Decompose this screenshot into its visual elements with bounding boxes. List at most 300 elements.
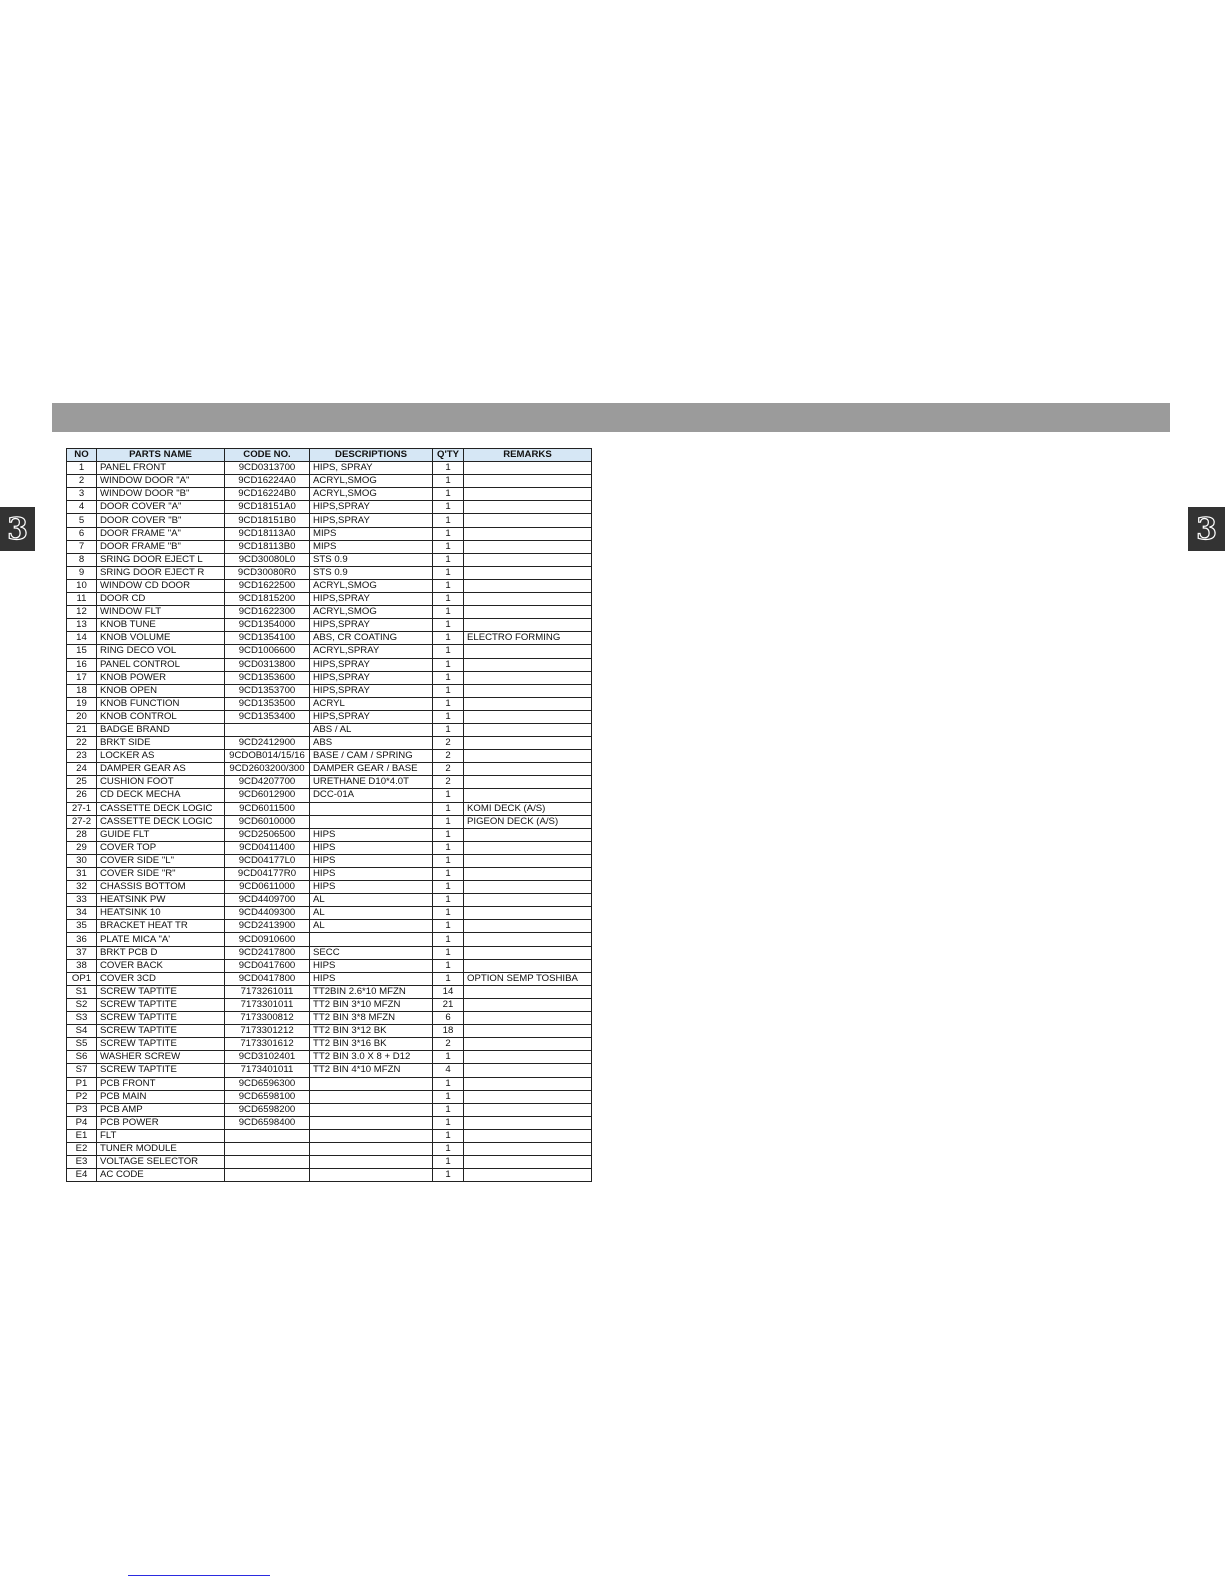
- cell-code-no: 9CD1353500: [225, 697, 310, 710]
- cell-qty: 1: [433, 815, 464, 828]
- cell-qty: 1: [433, 671, 464, 684]
- cell-no: 8: [67, 553, 97, 566]
- cell-code-no: 9CD04177L0: [225, 854, 310, 867]
- cell-parts-name: BRKT PCB D: [97, 946, 225, 959]
- cell-parts-name: CUSHION FOOT: [97, 776, 225, 789]
- cell-description: [310, 933, 433, 946]
- table-row: [67, 998, 592, 1011]
- table-row: [67, 1116, 592, 1129]
- cell-no: 25: [67, 776, 97, 789]
- cell-remarks: [464, 1025, 592, 1038]
- cell-code-no: 9CD4409700: [225, 894, 310, 907]
- cell-description: [310, 802, 433, 815]
- cell-remarks: [464, 501, 592, 514]
- cell-qty: 1: [433, 475, 464, 488]
- cell-code-no: 9CD1622500: [225, 579, 310, 592]
- cell-description: TT2 BIN 4*10 MFZN: [310, 1064, 433, 1077]
- cell-code-no: [225, 1169, 310, 1182]
- cell-code-no: 9CD0313800: [225, 658, 310, 671]
- cell-no: P4: [67, 1116, 97, 1129]
- cell-code-no: 9CD30080R0: [225, 566, 310, 579]
- cell-remarks: [464, 763, 592, 776]
- section-header-bar: [52, 403, 1170, 432]
- cell-code-no: 9CD2417800: [225, 946, 310, 959]
- cell-qty: 1: [433, 894, 464, 907]
- cell-parts-name: FLT: [97, 1129, 225, 1142]
- cell-parts-name: KNOB TUNE: [97, 619, 225, 632]
- cell-remarks: [464, 645, 592, 658]
- footer-link-underline[interactable]: [128, 1575, 270, 1576]
- table-row: [67, 972, 592, 985]
- cell-qty: 1: [433, 868, 464, 881]
- table-row: [67, 1025, 592, 1038]
- cell-no: 6: [67, 527, 97, 540]
- table-row: [67, 671, 592, 684]
- cell-no: 3: [67, 488, 97, 501]
- cell-code-no: 9CD1006600: [225, 645, 310, 658]
- table-row: [67, 514, 592, 527]
- cell-parts-name: HEATSINK PW: [97, 894, 225, 907]
- cell-remarks: [464, 1142, 592, 1155]
- cell-no: 36: [67, 933, 97, 946]
- table-row: [67, 579, 592, 592]
- table-row: [67, 632, 592, 645]
- cell-remarks: [464, 776, 592, 789]
- cell-code-no: 9CD6598400: [225, 1116, 310, 1129]
- cell-parts-name: KNOB POWER: [97, 671, 225, 684]
- cell-code-no: 9CD1622300: [225, 606, 310, 619]
- cell-code-no: 9CD6598200: [225, 1103, 310, 1116]
- cell-qty: 1: [433, 1156, 464, 1169]
- cell-description: HIPS,SPRAY: [310, 658, 433, 671]
- table-row: [67, 553, 592, 566]
- cell-remarks: [464, 723, 592, 736]
- cell-qty: 1: [433, 1129, 464, 1142]
- cell-qty: 1: [433, 697, 464, 710]
- cell-no: S7: [67, 1064, 97, 1077]
- cell-qty: 2: [433, 750, 464, 763]
- cell-parts-name: DOOR COVER "A": [97, 501, 225, 514]
- cell-code-no: 9CD2506500: [225, 828, 310, 841]
- cell-qty: 1: [433, 527, 464, 540]
- cell-code-no: 9CD0910600: [225, 933, 310, 946]
- cell-description: [310, 1169, 433, 1182]
- cell-remarks: [464, 998, 592, 1011]
- cell-remarks: [464, 1156, 592, 1169]
- cell-qty: 1: [433, 553, 464, 566]
- cell-description: AL: [310, 920, 433, 933]
- table-row: [67, 619, 592, 632]
- cell-remarks: [464, 854, 592, 867]
- cell-code-no: 9CD30080L0: [225, 553, 310, 566]
- cell-parts-name: COVER TOP: [97, 841, 225, 854]
- table-row: [67, 1051, 592, 1064]
- cell-qty: 1: [433, 972, 464, 985]
- cell-remarks: [464, 946, 592, 959]
- cell-code-no: 9CD18113A0: [225, 527, 310, 540]
- cell-qty: 1: [433, 579, 464, 592]
- cell-no: E1: [67, 1129, 97, 1142]
- cell-remarks: [464, 566, 592, 579]
- cell-remarks: [464, 593, 592, 606]
- cell-description: HIPS,SPRAY: [310, 684, 433, 697]
- cell-parts-name: VOLTAGE SELECTOR: [97, 1156, 225, 1169]
- cell-no: 13: [67, 619, 97, 632]
- table-row: [67, 475, 592, 488]
- cell-no: S4: [67, 1025, 97, 1038]
- cell-qty: 1: [433, 841, 464, 854]
- cell-remarks: [464, 737, 592, 750]
- cell-no: 38: [67, 959, 97, 972]
- table-row: [67, 920, 592, 933]
- cell-remarks: [464, 553, 592, 566]
- cell-code-no: 9CD3102401: [225, 1051, 310, 1064]
- cell-no: 27-1: [67, 802, 97, 815]
- header-no: NO: [67, 449, 97, 462]
- cell-description: HIPS,SPRAY: [310, 593, 433, 606]
- cell-description: DAMPER GEAR / BASE: [310, 763, 433, 776]
- table-row: [67, 881, 592, 894]
- cell-code-no: 9CD6012900: [225, 789, 310, 802]
- cell-parts-name: DOOR FRAME "B": [97, 540, 225, 553]
- cell-description: [310, 1103, 433, 1116]
- cell-no: 22: [67, 737, 97, 750]
- cell-qty: 2: [433, 763, 464, 776]
- cell-code-no: 9CD18151A0: [225, 501, 310, 514]
- cell-qty: 1: [433, 619, 464, 632]
- table-row: [67, 815, 592, 828]
- cell-parts-name: TUNER MODULE: [97, 1142, 225, 1155]
- cell-description: ABS, CR COATING: [310, 632, 433, 645]
- cell-qty: 4: [433, 1064, 464, 1077]
- table-row: [67, 907, 592, 920]
- cell-no: 30: [67, 854, 97, 867]
- cell-code-no: 9CD16224A0: [225, 475, 310, 488]
- cell-parts-name: WINDOW DOOR "A": [97, 475, 225, 488]
- cell-remarks: [464, 1090, 592, 1103]
- cell-remarks: [464, 606, 592, 619]
- cell-qty: 21: [433, 998, 464, 1011]
- cell-parts-name: SRING DOOR EJECT R: [97, 566, 225, 579]
- cell-code-no: 9CD0417800: [225, 972, 310, 985]
- cell-code-no: 7173301612: [225, 1038, 310, 1051]
- cell-parts-name: DOOR CD: [97, 593, 225, 606]
- cell-code-no: 9CD4409300: [225, 907, 310, 920]
- cell-description: [310, 1077, 433, 1090]
- cell-no: 35: [67, 920, 97, 933]
- cell-qty: 1: [433, 566, 464, 579]
- cell-parts-name: COVER BACK: [97, 959, 225, 972]
- cell-remarks: [464, 1169, 592, 1182]
- cell-parts-name: PCB AMP: [97, 1103, 225, 1116]
- cell-code-no: 9CD6598100: [225, 1090, 310, 1103]
- cell-description: TT2 BIN 3*10 MFZN: [310, 998, 433, 1011]
- cell-parts-name: SRING DOOR EJECT L: [97, 553, 225, 566]
- table-row: [67, 501, 592, 514]
- cell-remarks: [464, 1116, 592, 1129]
- cell-no: P1: [67, 1077, 97, 1090]
- cell-no: 21: [67, 723, 97, 736]
- table-row: [67, 540, 592, 553]
- cell-code-no: [225, 1142, 310, 1155]
- cell-code-no: [225, 1156, 310, 1169]
- cell-no: 7: [67, 540, 97, 553]
- cell-qty: 1: [433, 606, 464, 619]
- cell-no: 5: [67, 514, 97, 527]
- cell-description: HIPS,SPRAY: [310, 514, 433, 527]
- cell-description: [310, 1090, 433, 1103]
- cell-parts-name: KNOB OPEN: [97, 684, 225, 697]
- cell-qty: 1: [433, 920, 464, 933]
- cell-parts-name: GUIDE FLT: [97, 828, 225, 841]
- cell-remarks: [464, 527, 592, 540]
- cell-qty: 6: [433, 1012, 464, 1025]
- cell-no: 28: [67, 828, 97, 841]
- cell-remarks: [464, 462, 592, 475]
- header-parts-name: PARTS NAME: [97, 449, 225, 462]
- table-row: [67, 1129, 592, 1142]
- parts-table-body: [67, 462, 592, 1182]
- cell-parts-name: KNOB CONTROL: [97, 710, 225, 723]
- chapter-tab-right: [1188, 507, 1225, 551]
- cell-qty: 2: [433, 776, 464, 789]
- cell-description: ACRYL,SMOG: [310, 579, 433, 592]
- cell-description: HIPS: [310, 868, 433, 881]
- cell-parts-name: SCREW TAPTITE: [97, 1038, 225, 1051]
- cell-no: 9: [67, 566, 97, 579]
- cell-description: STS 0.9: [310, 566, 433, 579]
- table-row: [67, 802, 592, 815]
- cell-remarks: [464, 920, 592, 933]
- cell-remarks: [464, 985, 592, 998]
- cell-description: BASE / CAM / SPRING: [310, 750, 433, 763]
- cell-parts-name: BRACKET HEAT TR: [97, 920, 225, 933]
- cell-no: S5: [67, 1038, 97, 1051]
- cell-parts-name: RING DECO VOL: [97, 645, 225, 658]
- cell-qty: 1: [433, 959, 464, 972]
- table-row: [67, 868, 592, 881]
- cell-description: HIPS: [310, 881, 433, 894]
- cell-qty: 1: [433, 1103, 464, 1116]
- table-row: [67, 737, 592, 750]
- chapter-tab-right-label: 3: [1196, 511, 1217, 547]
- cell-qty: 1: [433, 710, 464, 723]
- cell-description: TT2 BIN 3.0 X 8 + D12: [310, 1051, 433, 1064]
- table-row: [67, 1077, 592, 1090]
- cell-remarks: [464, 894, 592, 907]
- cell-no: 33: [67, 894, 97, 907]
- cell-code-no: 9CD2412900: [225, 737, 310, 750]
- cell-description: ABS / AL: [310, 723, 433, 736]
- cell-remarks: [464, 1051, 592, 1064]
- cell-remarks: [464, 868, 592, 881]
- cell-parts-name: LOCKER AS: [97, 750, 225, 763]
- cell-no: OP1: [67, 972, 97, 985]
- cell-parts-name: COVER SIDE "L": [97, 854, 225, 867]
- cell-parts-name: COVER 3CD: [97, 972, 225, 985]
- cell-parts-name: PLATE MICA "A': [97, 933, 225, 946]
- cell-remarks: [464, 1129, 592, 1142]
- table-row: [67, 894, 592, 907]
- cell-remarks: [464, 1103, 592, 1116]
- cell-code-no: 9CD2603200/300: [225, 763, 310, 776]
- cell-parts-name: PANEL FRONT: [97, 462, 225, 475]
- cell-remarks: [464, 475, 592, 488]
- cell-parts-name: CASSETTE DECK LOGIC: [97, 815, 225, 828]
- cell-description: HIPS: [310, 841, 433, 854]
- cell-description: AL: [310, 907, 433, 920]
- cell-parts-name: SCREW TAPTITE: [97, 1064, 225, 1077]
- table-row: [67, 658, 592, 671]
- table-row: [67, 606, 592, 619]
- cell-remarks: [464, 671, 592, 684]
- cell-no: 18: [67, 684, 97, 697]
- cell-code-no: 9CD6596300: [225, 1077, 310, 1090]
- cell-parts-name: CHASSIS BOTTOM: [97, 881, 225, 894]
- chapter-tab-left: [0, 507, 35, 551]
- cell-description: STS 0.9: [310, 553, 433, 566]
- cell-no: 11: [67, 593, 97, 606]
- cell-description: AL: [310, 894, 433, 907]
- cell-no: E3: [67, 1156, 97, 1169]
- cell-remarks: [464, 1012, 592, 1025]
- cell-qty: 1: [433, 658, 464, 671]
- cell-remarks: [464, 684, 592, 697]
- table-row: [67, 723, 592, 736]
- cell-remarks: OPTION SEMP TOSHIBA: [464, 972, 592, 985]
- cell-description: [310, 1116, 433, 1129]
- cell-no: S1: [67, 985, 97, 998]
- cell-parts-name: PCB POWER: [97, 1116, 225, 1129]
- table-row: [67, 1090, 592, 1103]
- cell-description: SECC: [310, 946, 433, 959]
- cell-qty: 1: [433, 1142, 464, 1155]
- cell-code-no: 9CD18113B0: [225, 540, 310, 553]
- cell-code-no: 9CD0313700: [225, 462, 310, 475]
- table-row: [67, 1064, 592, 1077]
- cell-no: 2: [67, 475, 97, 488]
- parts-list-table: [66, 448, 592, 1182]
- cell-code-no: 9CD18151B0: [225, 514, 310, 527]
- cell-remarks: [464, 789, 592, 802]
- cell-qty: 1: [433, 802, 464, 815]
- cell-parts-name: CD DECK MECHA: [97, 789, 225, 802]
- cell-no: 34: [67, 907, 97, 920]
- cell-qty: 1: [433, 854, 464, 867]
- cell-code-no: 7173301011: [225, 998, 310, 1011]
- cell-qty: 1: [433, 1077, 464, 1090]
- table-row: [67, 1142, 592, 1155]
- cell-parts-name: WINDOW CD DOOR: [97, 579, 225, 592]
- cell-remarks: [464, 514, 592, 527]
- cell-no: 32: [67, 881, 97, 894]
- table-row: [67, 933, 592, 946]
- cell-code-no: 7173261011: [225, 985, 310, 998]
- table-row: [67, 1038, 592, 1051]
- table-row: [67, 776, 592, 789]
- cell-code-no: 9CD1353700: [225, 684, 310, 697]
- table-row: [67, 1169, 592, 1182]
- cell-code-no: 9CD0411400: [225, 841, 310, 854]
- cell-qty: 1: [433, 684, 464, 697]
- header-remarks: REMARKS: [464, 449, 592, 462]
- cell-parts-name: WINDOW FLT: [97, 606, 225, 619]
- cell-remarks: [464, 540, 592, 553]
- cell-qty: 1: [433, 1169, 464, 1182]
- cell-no: E4: [67, 1169, 97, 1182]
- cell-description: TT2BIN 2.6*10 MFZN: [310, 985, 433, 998]
- cell-no: 10: [67, 579, 97, 592]
- cell-code-no: 9CD6010000: [225, 815, 310, 828]
- cell-qty: 1: [433, 593, 464, 606]
- cell-parts-name: KNOB FUNCTION: [97, 697, 225, 710]
- cell-description: HIPS: [310, 972, 433, 985]
- cell-parts-name: AC CODE: [97, 1169, 225, 1182]
- cell-qty: 1: [433, 632, 464, 645]
- cell-description: HIPS: [310, 854, 433, 867]
- cell-qty: 1: [433, 881, 464, 894]
- cell-qty: 1: [433, 828, 464, 841]
- cell-no: S6: [67, 1051, 97, 1064]
- chapter-tab-left-label: 3: [7, 511, 28, 547]
- cell-no: 24: [67, 763, 97, 776]
- cell-code-no: 9CD2413900: [225, 920, 310, 933]
- table-row: [67, 985, 592, 998]
- table-row: [67, 645, 592, 658]
- cell-code-no: 9CD1353400: [225, 710, 310, 723]
- table-row: [67, 1156, 592, 1169]
- cell-parts-name: SCREW TAPTITE: [97, 1025, 225, 1038]
- cell-no: 14: [67, 632, 97, 645]
- cell-qty: 1: [433, 933, 464, 946]
- cell-description: [310, 1156, 433, 1169]
- header-qty: Q'TY: [433, 449, 464, 462]
- cell-qty: 1: [433, 723, 464, 736]
- cell-remarks: PIGEON DECK (A/S): [464, 815, 592, 828]
- cell-remarks: [464, 619, 592, 632]
- cell-code-no: 9CDOB014/15/16: [225, 750, 310, 763]
- cell-qty: 1: [433, 789, 464, 802]
- cell-description: HIPS,SPRAY: [310, 501, 433, 514]
- cell-remarks: [464, 658, 592, 671]
- cell-parts-name: BADGE BRAND: [97, 723, 225, 736]
- cell-description: TT2 BIN 3*8 MFZN: [310, 1012, 433, 1025]
- cell-description: MIPS: [310, 540, 433, 553]
- table-row: [67, 566, 592, 579]
- cell-remarks: [464, 697, 592, 710]
- cell-qty: 1: [433, 907, 464, 920]
- table-header-row: [67, 449, 592, 462]
- cell-no: P2: [67, 1090, 97, 1103]
- cell-description: TT2 BIN 3*16 BK: [310, 1038, 433, 1051]
- cell-description: ABS: [310, 737, 433, 750]
- table-row: [67, 763, 592, 776]
- cell-no: 19: [67, 697, 97, 710]
- cell-qty: 18: [433, 1025, 464, 1038]
- cell-parts-name: SCREW TAPTITE: [97, 998, 225, 1011]
- table-row: [67, 462, 592, 475]
- cell-description: TT2 BIN 3*12 BK: [310, 1025, 433, 1038]
- cell-no: 23: [67, 750, 97, 763]
- cell-parts-name: PANEL CONTROL: [97, 658, 225, 671]
- cell-code-no: 7173401011: [225, 1064, 310, 1077]
- cell-parts-name: BRKT SIDE: [97, 737, 225, 750]
- cell-remarks: ELECTRO FORMING: [464, 632, 592, 645]
- cell-parts-name: COVER SIDE "R": [97, 868, 225, 881]
- cell-no: 15: [67, 645, 97, 658]
- cell-parts-name: PCB FRONT: [97, 1077, 225, 1090]
- cell-code-no: [225, 1129, 310, 1142]
